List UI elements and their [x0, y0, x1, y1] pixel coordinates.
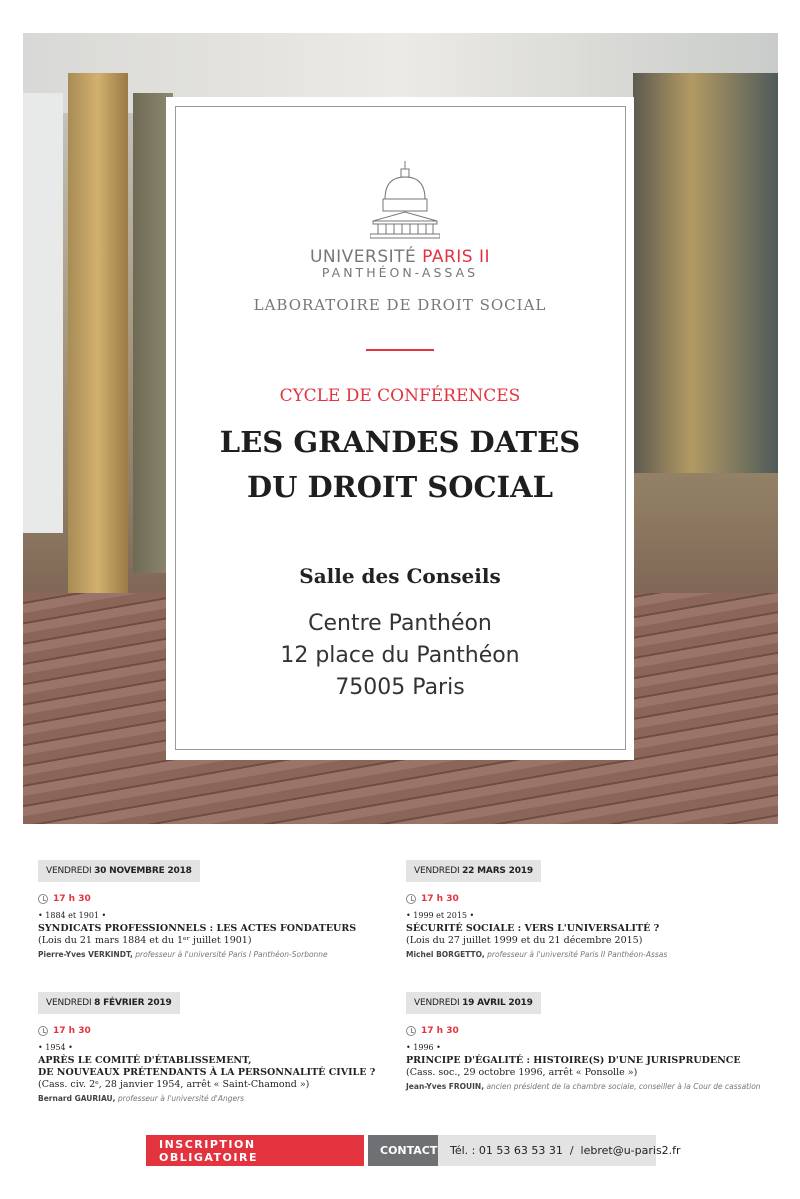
title-line-1: LES GRANDES DATES	[219, 425, 581, 459]
event-time: 17 h 30	[38, 894, 408, 904]
event-speaker: Pierre-Yves VERKINDT, professeur à l'université Paris I Panthéon-Sorbonne	[38, 950, 328, 959]
address-line: 75005 Paris	[335, 675, 465, 700]
event-subtitle: (Cass. civ. 2ᵉ, 28 janvier 1954, arrêt « Saint-Chamond »)	[38, 1079, 310, 1090]
university-name: UNIVERSITÉ PARIS II	[309, 247, 491, 267]
lab-name: LABORATOIRE DE DROIT SOCIAL	[253, 296, 547, 314]
event	[406, 990, 776, 1091]
event-title	[406, 1055, 776, 1067]
title-line-2: DU DROIT SOCIAL	[246, 470, 554, 504]
event-title	[406, 923, 776, 935]
event-years: • 1884 et 1901 •	[38, 911, 107, 920]
clock-icon	[38, 894, 48, 904]
event-title-line: SÉCURITÉ SOCIALE : VERS L'UNIVERSALITÉ ?	[406, 923, 660, 934]
contact-details[interactable]: Tél. : 01 53 63 53 31 / lebret@u-paris2.fr	[438, 1135, 656, 1166]
event-time: 17 h 30	[406, 894, 776, 904]
cycle-label: CYCLE DE CONFÉRENCES	[279, 386, 521, 406]
event-title	[38, 1055, 408, 1079]
event-title-line: PRINCIPE D'ÉGALITÉ : HISTOIRE(S) D'UNE JURISPRUDENCE	[406, 1055, 741, 1066]
date-tag: VENDREDI 8 FÉVRIER 2019	[38, 992, 180, 1014]
date-tag: VENDREDI 19 AVRIL 2019	[406, 992, 541, 1014]
event-subtitle: (Lois du 21 mars 1884 et du 1ᵉʳ juillet 1901)	[38, 935, 252, 946]
event-title-line: DE NOUVEAUX PRÉTENDANTS À LA PERSONNALITÉ CIVILE ?	[38, 1067, 376, 1078]
clock-icon	[406, 1026, 416, 1036]
event-subtitle: (Lois du 27 juillet 1999 et du 21 décembre 2015)	[406, 935, 643, 946]
event	[406, 858, 776, 959]
university-subname: PANTHÉON-ASSAS	[321, 265, 479, 280]
event-title-line: SYNDICATS PROFESSIONNELS : LES ACTES FONDATEURS	[38, 923, 357, 934]
event-years: • 1996 •	[406, 1043, 441, 1052]
event-years: • 1954 •	[38, 1043, 73, 1052]
info-card	[166, 97, 634, 760]
event-title-line: APRÈS LE COMITÉ D'ÉTABLISSEMENT,	[38, 1055, 252, 1066]
clock-icon	[406, 894, 416, 904]
contact-label: CONTACT	[368, 1135, 438, 1166]
event-speaker: Michel BORGETTO, professeur à l'université Paris II Panthéon-Assas	[406, 950, 668, 959]
divider	[366, 349, 434, 351]
event-speaker: Bernard GAURIAU, professeur à l'université d'Angers	[38, 1094, 245, 1103]
event-time: 17 h 30	[406, 1026, 776, 1036]
event-subtitle: (Cass. soc., 29 octobre 1996, arrêt « Ponsolle »)	[406, 1067, 638, 1078]
event-years: • 1999 et 2015 •	[406, 911, 475, 920]
room: Salle des Conseils	[299, 564, 501, 588]
address-line: Centre Panthéon	[308, 611, 492, 636]
inscription-label: INSCRIPTION OBLIGATOIRE	[146, 1135, 364, 1166]
footer-bar	[146, 1135, 681, 1166]
clock-icon	[38, 1026, 48, 1036]
event-time: 17 h 30	[38, 1026, 408, 1036]
pantheon-logo-icon	[370, 159, 440, 239]
event	[38, 990, 408, 1103]
event-title	[38, 923, 408, 935]
address	[166, 608, 634, 704]
address-line: 12 place du Panthéon	[280, 643, 520, 668]
date-tag: VENDREDI 22 MARS 2019	[406, 860, 541, 882]
date-tag: VENDREDI 30 NOVEMBRE 2018	[38, 860, 200, 882]
event	[38, 858, 408, 959]
event-speaker: Jean-Yves FROUIN, ancien président de la chambre sociale, conseiller à la Cour de cassation	[406, 1082, 761, 1091]
